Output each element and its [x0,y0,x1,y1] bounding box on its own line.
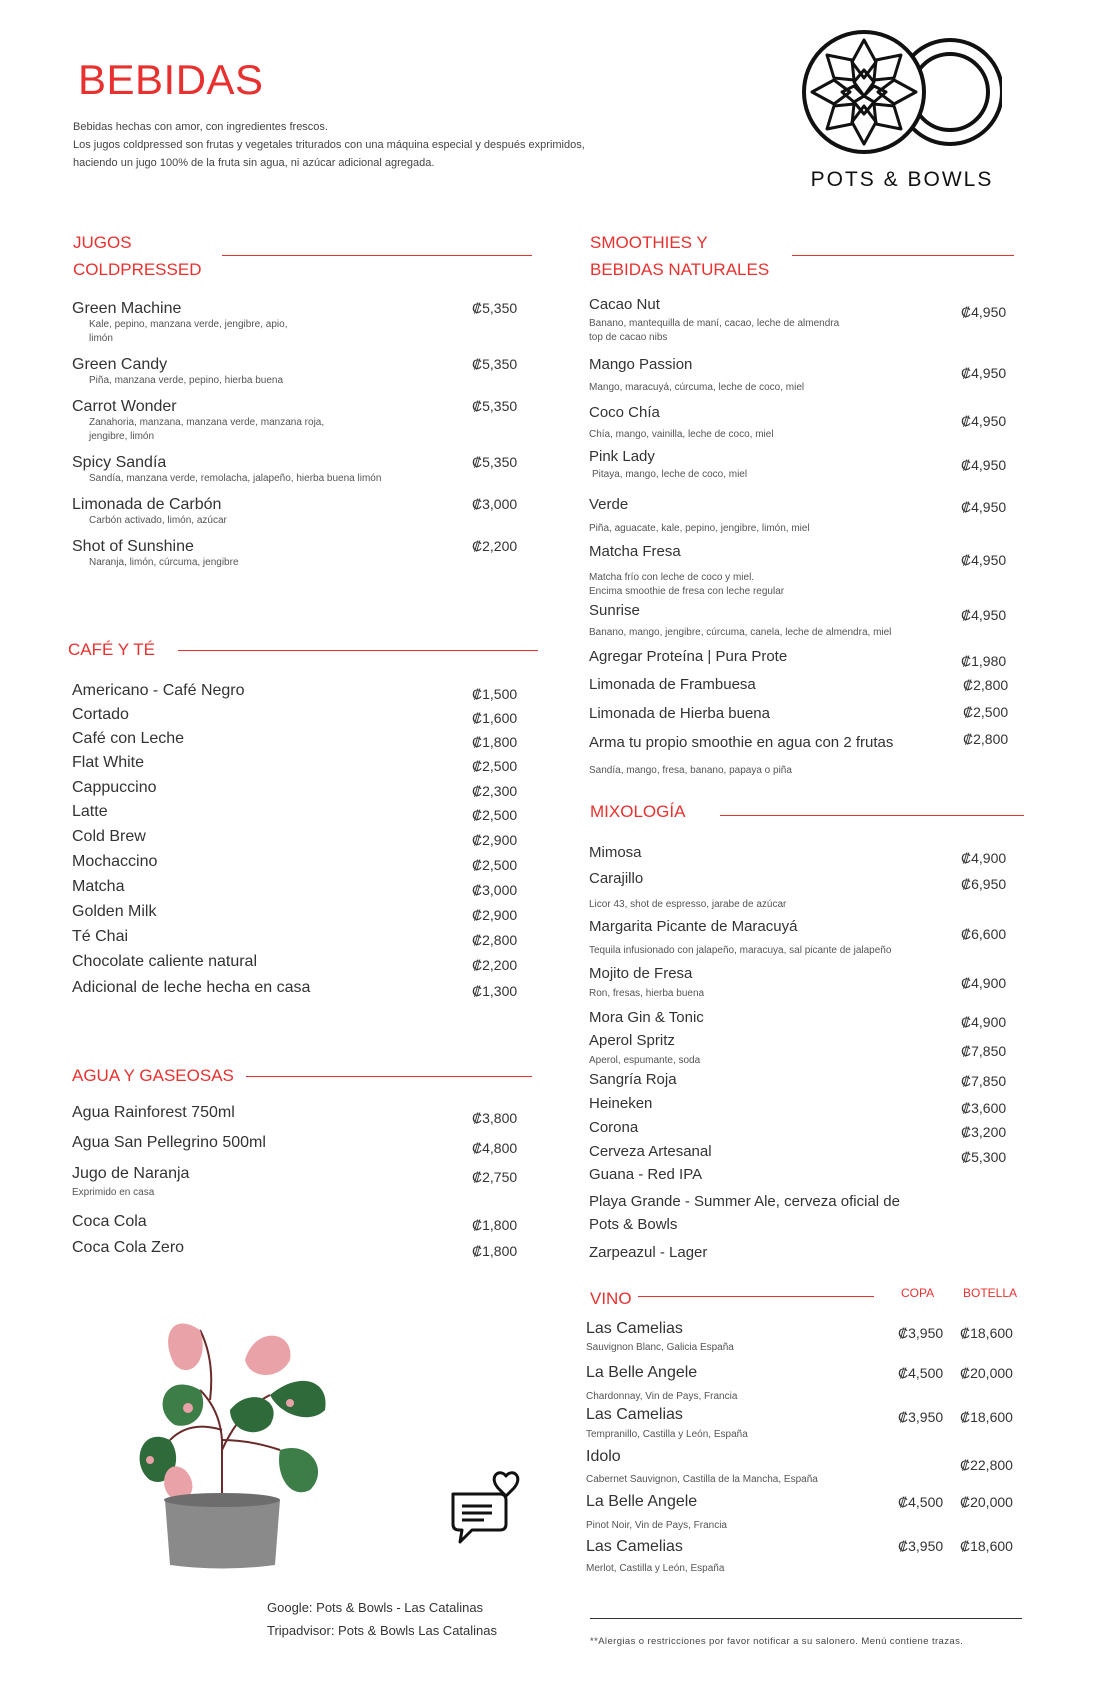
allergy-note: **Alergias o restricciones por favor notificar a su salonero. Menú contiene trazas. [590,1636,964,1647]
item-desc: Cabernet Sauvignon, Castilla de la Mancha, España [586,1474,818,1485]
item-price: ₡4,950 [961,413,1007,429]
item-name: Aperol Spritz [589,1032,675,1049]
item-price: ₡2,300 [472,783,518,799]
item-price: ₡1,500 [472,686,518,702]
item-name: Idolo [586,1448,621,1465]
smoothies-list [589,296,1019,786]
item-price: ₡4,900 [961,975,1007,991]
item-price: ₡6,950 [961,876,1007,892]
item-price: ₡7,850 [961,1073,1007,1089]
item-price: ₡2,800 [472,932,518,948]
item-name: La Belle Angele [586,1364,698,1381]
item-name: Carrot Wonder [72,398,177,415]
column-header-botella: BOTELLA [963,1286,1018,1300]
section-title-smoothies [590,229,769,283]
item-name: Mango Passion [589,356,693,373]
item-price: ₡6,600 [961,926,1007,942]
item-price-copa: ₡4,500 [898,1365,944,1381]
item-price: ₡7,850 [961,1043,1007,1059]
section-title-line: COLDPRESSED [73,260,202,279]
item-name: Sunrise [589,602,640,619]
item-desc: Matcha frío con leche de coco y miel. [589,572,755,583]
item-price: ₡4,900 [961,1014,1007,1030]
list-item [72,454,532,486]
item-name: Mochaccino [72,853,158,870]
item-name: Coca Cola Zero [72,1239,185,1256]
item-name: La Belle Angele [586,1493,698,1510]
item-desc: Kale, pepino, manzana verde, jengibre, apio, [89,319,288,330]
column-header-copa: COPA [901,1286,935,1300]
section-title-agua: AGUA Y GASEOSAS [72,1066,234,1085]
item-name: Flat White [72,754,145,771]
item-name: Cerveza Artesanal [589,1143,712,1160]
item-price: ₡4,900 [961,850,1007,866]
item-name: Golden Milk [72,903,157,920]
item-name: Las Camelias [586,1406,683,1423]
list-item [72,398,532,444]
logo-text: POTS & BOWLS [810,168,994,191]
item-name: Green Candy [72,356,168,373]
item-desc: jengibre, limón [89,431,155,442]
item-name: Café con Leche [72,730,185,747]
item-price: ₡2,500 [963,704,1009,720]
item-name: Cacao Nut [589,296,660,313]
item-name: Agregar Proteína | Pura Prote [589,648,788,665]
item-price-botella: ₡18,600 [960,1325,1013,1341]
item-name: Heineken [589,1095,653,1112]
item-name: Las Camelias [586,1320,683,1337]
item-price-botella: ₡18,600 [960,1538,1013,1554]
intro-line: haciendo un jugo 100% de la fruta sin agua, ni azúcar adicional agregada. [73,157,435,169]
item-name: Las Camelias [586,1538,683,1555]
list-item [72,300,532,346]
item-desc: Zanahoria, manzana, manzana verde, manzana roja, [89,417,325,428]
section-divider [246,1076,532,1077]
item-name: Matcha Fresa [589,543,681,560]
item-name: Cold Brew [72,828,146,845]
item-desc: Carbón activado, limón, azúcar [89,515,227,526]
item-desc: Sauvignon Blanc, Galicia España [586,1342,734,1353]
item-price: ₡3,200 [961,1124,1007,1140]
item-price: ₡3,000 [472,882,518,898]
vino-list [586,1320,1026,1580]
item-price-copa: ₡3,950 [898,1538,944,1554]
page-title: BEBIDAS [78,56,264,103]
item-price: ₡5,350 [472,356,518,372]
item-price: ₡2,500 [472,857,518,873]
section-title-line: BEBIDAS NATURALES [590,260,770,279]
item-desc: Ron, fresas, hierba buena [589,988,705,999]
item-price: ₡5,350 [472,454,518,470]
item-desc: Pinot Noir, Vin de Pays, Francia [586,1520,727,1531]
item-desc: Banano, mango, jengibre, cúrcuma, canela, leche de almendra, miel [589,627,892,638]
item-name: Mora Gin & Tonic [589,1009,704,1026]
item-price: ₡1,800 [472,734,518,750]
item-price-copa: ₡3,950 [898,1325,944,1341]
item-desc: Mango, maracuyá, cúrcuma, leche de coco, miel [589,382,805,393]
item-name: Agua Rainforest 750ml [72,1104,235,1121]
item-name: Limonada de Hierba buena [589,705,770,722]
item-desc: Piña, aguacate, kale, pepino, jengibre, limón, miel [589,523,810,534]
chat-heart-icon [448,1466,528,1546]
section-title-cafe: CAFÉ Y TÉ [68,640,155,659]
item-price: ₡5,350 [472,300,518,316]
item-name: Sangría Roja [589,1071,677,1088]
plant-illustration [130,1300,340,1570]
item-desc: Merlot, Castilla y León, España [586,1563,725,1574]
item-desc: Piña, manzana verde, pepino, hierba buena [89,375,284,386]
item-desc: limón [89,333,113,344]
item-name: Coco Chía [589,404,660,421]
intro-line: Los jugos coldpressed son frutas y vegetales triturados con una máquina especial y después exprimidos, [73,139,585,151]
section-divider [178,650,538,651]
item-price: ₡2,500 [472,758,518,774]
cafe-list [72,682,532,1012]
item-desc: Pitaya, mango, leche de coco, miel [592,469,748,480]
item-desc: Chardonnay, Vin de Pays, Francia [586,1391,738,1402]
list-item [72,538,532,570]
item-desc: Aperol, espumante, soda [589,1055,701,1066]
item-name: Carajillo [589,870,644,887]
lotus-logo-icon [802,30,1002,160]
item-price: ₡5,300 [961,1149,1007,1165]
item-desc: Tequila infusionado con jalapeño, maracuya, sal picante de jalapeño [589,945,892,956]
item-name: Matcha [72,878,125,895]
item-name: Guana - Red IPA [589,1166,703,1183]
item-name: Cappuccino [72,779,157,796]
item-name: Playa Grande - Summer Ale, cerveza oficial de [589,1193,900,1210]
item-price: ₡2,200 [472,538,518,554]
item-desc: Banano, mantequilla de maní, cacao, leche de almendra [589,318,840,329]
item-price: ₡4,950 [961,607,1007,623]
section-divider [720,815,1024,816]
item-name: Pink Lady [589,448,655,465]
item-name: Zarpeazul - Lager [589,1244,708,1261]
agua-list [72,1104,532,1264]
item-price: ₡2,750 [472,1169,518,1185]
item-desc: Chía, mango, vainilla, leche de coco, miel [589,429,774,440]
item-price-botella: ₡18,600 [960,1409,1013,1425]
item-name: Green Machine [72,300,182,317]
item-price: ₡4,950 [961,304,1007,320]
item-name: Agua San Pellegrino 500ml [72,1134,266,1151]
section-divider [792,255,1014,256]
item-price: ₡5,350 [472,398,518,414]
item-price: ₡2,500 [472,807,518,823]
section-divider [222,255,532,256]
tripadvisor-link[interactable]: Tripadvisor: Pots & Bowls Las Catalinas [267,1623,498,1638]
item-name: Adicional de leche hecha en casa [72,979,311,996]
item-price-botella: ₡20,000 [960,1365,1013,1381]
item-price-botella: ₡22,800 [960,1457,1013,1473]
social-links [267,1596,497,1642]
item-name: Pots & Bowls [589,1216,678,1233]
item-price: ₡2,800 [963,677,1009,693]
item-name: Mimosa [589,844,642,861]
item-desc: top de cacao nibs [589,332,668,343]
item-name: Spicy Sandía [72,454,167,471]
item-price: ₡4,950 [961,499,1007,515]
item-desc: Naranja, limón, cúrcuma, jengibre [89,557,239,568]
item-name: Arma tu propio smoothie en agua con 2 frutas [589,734,894,751]
item-name: Shot of Sunshine [72,538,194,555]
item-name: Cortado [72,706,129,723]
item-price: ₡1,800 [472,1243,518,1259]
intro-text [73,118,633,172]
item-desc: Exprimido en casa [72,1187,155,1198]
item-name: Verde [589,496,629,513]
section-title-line: SMOOTHIES Y [590,233,708,252]
item-desc: Encima smoothie de fresa con leche regular [589,586,785,597]
google-link[interactable]: Google: Pots & Bowls - Las Catalinas [267,1600,484,1615]
list-item [72,356,532,388]
item-price: ₡1,800 [472,1217,518,1233]
section-title-line: JUGOS [73,233,132,252]
item-name: Limonada de Carbón [72,496,222,513]
item-price: ₡3,600 [961,1100,1007,1116]
item-desc: Sandía, mango, fresa, banano, papaya o piña [589,765,792,776]
section-title-mixologia: MIXOLOGÍA [590,802,686,821]
footer-divider [590,1618,1022,1619]
item-name: Latte [72,803,108,820]
item-name: Americano - Café Negro [72,682,245,699]
item-price: ₡2,800 [963,731,1009,747]
item-price: ₡4,950 [961,552,1007,568]
item-desc: Licor 43, shot de espresso, jarabe de azúcar [589,899,787,910]
item-name: Mojito de Fresa [589,965,693,982]
brand-logo [802,30,1002,202]
item-name: Limonada de Frambuesa [589,676,756,693]
item-price-copa: ₡4,500 [898,1494,944,1510]
item-price: ₡4,950 [961,365,1007,381]
item-price-botella: ₡20,000 [960,1494,1013,1510]
list-item [72,496,532,528]
item-price: ₡1,300 [472,983,518,999]
item-name: Té Chai [72,928,129,945]
item-name: Margarita Picante de Maracuyá [589,918,798,935]
item-name: Jugo de Naranja [72,1165,190,1182]
mixologia-list [589,844,1019,1274]
item-price: ₡2,200 [472,957,518,973]
item-price: ₡1,600 [472,710,518,726]
item-price: ₡2,900 [472,832,518,848]
item-price: ₡3,000 [472,496,518,512]
item-desc: Tempranillo, Castilla y León, España [586,1429,748,1440]
section-title-jugos [73,229,201,283]
section-title-vino: VINO [590,1289,632,1308]
section-divider [638,1296,874,1297]
item-price-copa: ₡3,950 [898,1409,944,1425]
item-price: ₡2,900 [472,907,518,923]
item-price: ₡4,950 [961,457,1007,473]
item-price: ₡1,980 [961,653,1007,669]
item-name: Coca Cola [72,1213,147,1230]
item-name: Chocolate caliente natural [72,953,258,970]
item-price: ₡4,800 [472,1140,518,1156]
item-desc: Sandía, manzana verde, remolacha, jalapeño, hierba buena limón [89,473,382,484]
item-name: Corona [589,1119,639,1136]
item-price: ₡3,800 [472,1110,518,1126]
intro-line: Bebidas hechas con amor, con ingredientes frescos. [73,121,328,133]
